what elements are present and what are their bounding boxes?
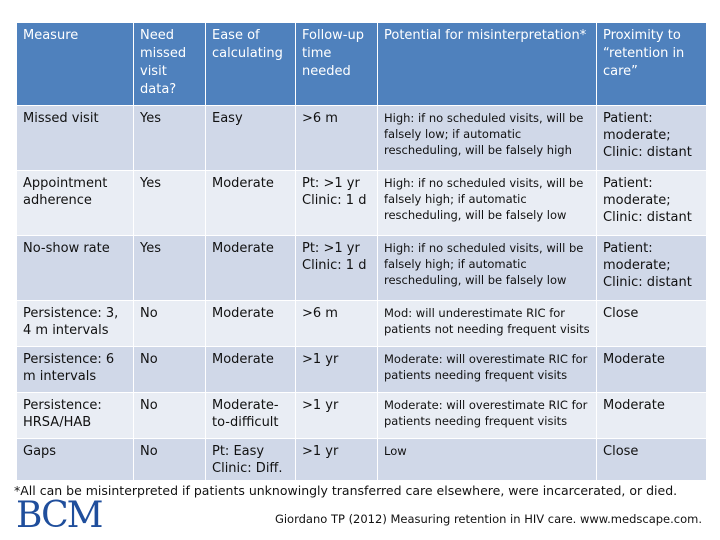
header-row — [17, 23, 707, 106]
cell-followup: Pt: >1 yr Clinic: 1 d — [296, 171, 378, 236]
cell-measure: Missed visit — [17, 106, 134, 171]
cell-potential: Low — [378, 439, 597, 481]
cell-potential: Mod: will underestimate RIC for patients not needing frequent visits — [378, 301, 597, 347]
header-potential-misinterpretation: Potential for misinterpretation* — [378, 23, 597, 106]
retention-measures-table — [16, 22, 707, 481]
table-row — [17, 106, 707, 171]
cell-potential: High: if no scheduled visits, will be falsely low; if automatic rescheduling, will be falsely high — [378, 106, 597, 171]
cell-need: No — [134, 439, 206, 481]
table-row — [17, 347, 707, 393]
cell-followup: >1 yr — [296, 439, 378, 481]
header-need-missed-visit-data: Need missed visit data? — [134, 23, 206, 106]
cell-measure: No-show rate — [17, 236, 134, 301]
cell-potential: Moderate: will overestimate RIC for patients needing frequent visits — [378, 393, 597, 439]
citation: Giordano TP (2012) Measuring retention in HIV care. www.medscape.com. — [274, 512, 702, 526]
header-ease-of-calculating: Ease of calculating — [206, 23, 296, 106]
bcm-logo: BCM — [16, 495, 102, 536]
cell-need: Yes — [134, 106, 206, 171]
cell-potential: High: if no scheduled visits, will be falsely high; if automatic rescheduling, will be falsely low — [378, 171, 597, 236]
header-measure: Measure — [17, 23, 134, 106]
cell-proximity: Patient: moderate; Clinic: distant — [597, 236, 707, 301]
cell-followup: >6 m — [296, 106, 378, 171]
cell-proximity: Moderate — [597, 347, 707, 393]
cell-measure: Persistence: 6 m intervals — [17, 347, 134, 393]
table-row — [17, 439, 707, 481]
cell-measure: Appointment adherence — [17, 171, 134, 236]
cell-potential: Moderate: will overestimate RIC for patients needing frequent visits — [378, 347, 597, 393]
cell-proximity: Patient: moderate; Clinic: distant — [597, 171, 707, 236]
cell-ease: Moderate — [206, 236, 296, 301]
cell-measure: Gaps — [17, 439, 134, 481]
cell-potential: High: if no scheduled visits, will be falsely high; if automatic rescheduling, will be falsely low — [378, 236, 597, 301]
cell-need: No — [134, 393, 206, 439]
cell-proximity: Close — [597, 439, 707, 481]
footnote: *All can be misinterpreted if patients unknowingly transferred care elsewhere, were incarcerated, or died. — [14, 483, 678, 498]
cell-need: No — [134, 301, 206, 347]
header-proximity: Proximity to “retention in care” — [597, 23, 707, 106]
cell-need: No — [134, 347, 206, 393]
table-row — [17, 301, 707, 347]
cell-ease: Moderate-to-difficult — [206, 393, 296, 439]
cell-measure: Persistence: 3, 4 m intervals — [17, 301, 134, 347]
cell-measure: Persistence: HRSA/HAB — [17, 393, 134, 439]
cell-ease: Moderate — [206, 347, 296, 393]
cell-followup: >6 m — [296, 301, 378, 347]
cell-ease: Pt: Easy Clinic: Diff. — [206, 439, 296, 481]
table-row — [17, 171, 707, 236]
header-follow-up-time: Follow-up time needed — [296, 23, 378, 106]
cell-ease: Moderate — [206, 171, 296, 236]
cell-proximity: Close — [597, 301, 707, 347]
cell-ease: Moderate — [206, 301, 296, 347]
cell-proximity: Patient: moderate; Clinic: distant — [597, 106, 707, 171]
cell-need: Yes — [134, 236, 206, 301]
cell-ease: Easy — [206, 106, 296, 171]
cell-proximity: Moderate — [597, 393, 707, 439]
cell-followup: Pt: >1 yr Clinic: 1 d — [296, 236, 378, 301]
cell-need: Yes — [134, 171, 206, 236]
table-row — [17, 393, 707, 439]
table-row — [17, 236, 707, 301]
cell-followup: >1 yr — [296, 347, 378, 393]
cell-followup: >1 yr — [296, 393, 378, 439]
